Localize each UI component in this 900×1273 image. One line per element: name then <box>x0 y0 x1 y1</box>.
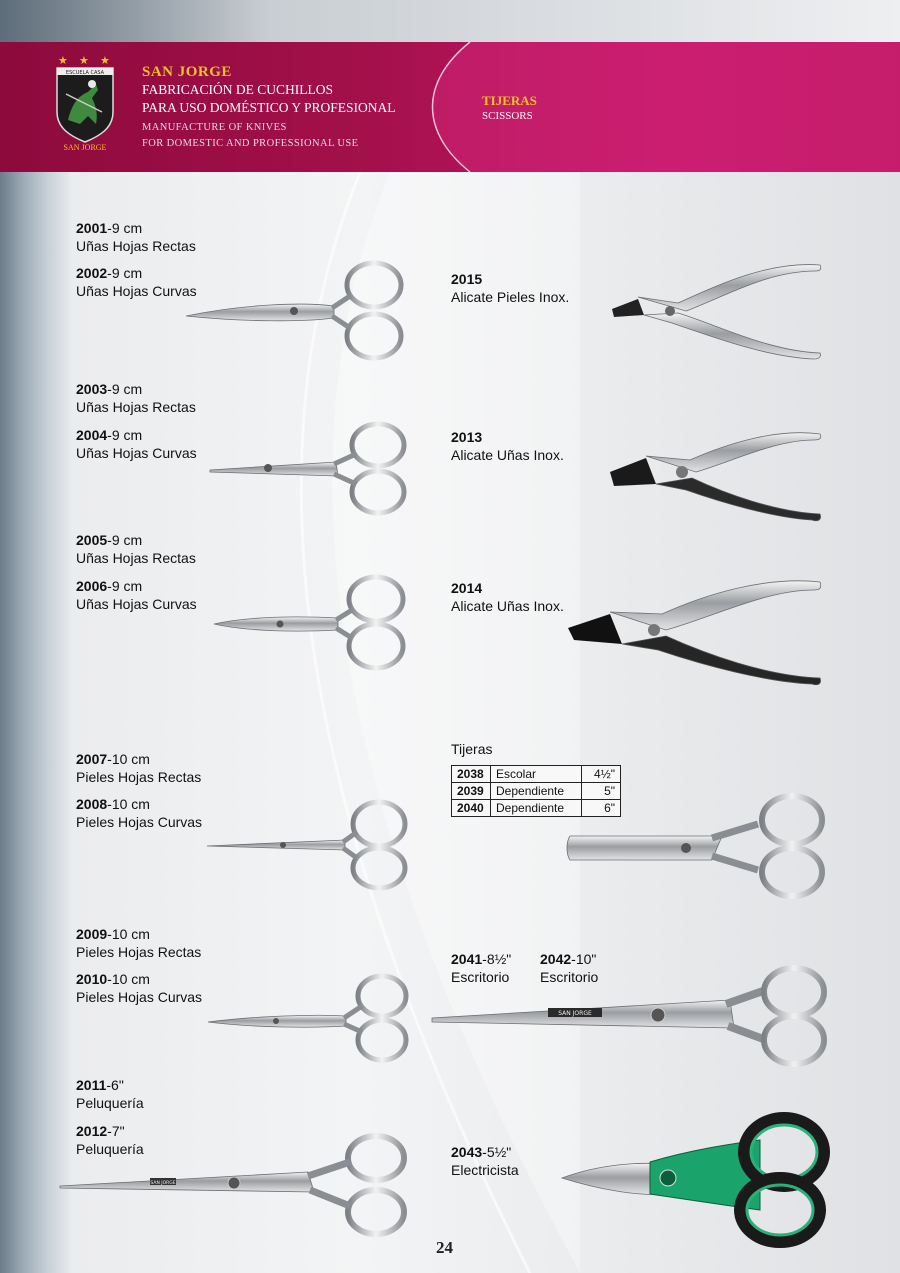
svg-text:SAN JORGE: SAN JORGE <box>558 1010 592 1017</box>
brand-line-2: PARA USO DOMÉSTICO Y PROFESIONAL <box>142 100 396 115</box>
product-label-2007: 2007-10 cm Pieles Hojas Rectas <box>76 751 202 785</box>
table-cell-code: 2039 <box>452 783 491 800</box>
product-label-2012: 2012-7" Peluquería <box>76 1123 144 1157</box>
table-cell-desc: Dependiente <box>491 800 582 817</box>
product-label-2002: 2002-9 cm Uñas Hojas Curvas <box>76 265 197 299</box>
product-label-2015: 2015 Alicate Pieles Inox. <box>451 271 570 305</box>
svg-text:★: ★ <box>100 54 110 67</box>
tijeras-table-title: Tijeras <box>451 741 493 757</box>
hair-scissors-image <box>58 1130 410 1240</box>
table-row <box>452 766 621 783</box>
product-label-2043: 2043-5½" Electricista <box>451 1144 519 1178</box>
svg-text:SAN JORGE: SAN JORGE <box>63 143 107 152</box>
product-label-2003: 2003-9 cm Uñas Hojas Rectas <box>76 381 196 415</box>
svg-text:★: ★ <box>79 54 89 67</box>
product-label-2004: 2004-9 cm Uñas Hojas Curvas <box>76 427 197 461</box>
electrician-scissors-image <box>560 1110 832 1250</box>
nail-scissors-image <box>210 572 410 672</box>
svg-text:★: ★ <box>58 54 68 67</box>
nail-scissors-curved-image <box>184 258 409 363</box>
brand-name: SAN JORGE <box>142 64 232 80</box>
cuticle-nipper-image <box>608 255 826 363</box>
svg-text:ESCUELA CASA: ESCUELA CASA <box>65 70 105 76</box>
table-cell-code: 2038 <box>452 766 491 783</box>
nail-nipper-large-image <box>566 574 826 692</box>
table-cell-desc: Dependiente <box>491 783 582 800</box>
product-label-2010: 2010-10 cm Pieles Hojas Curvas <box>76 971 203 1005</box>
product-label-2008: 2008-10 cm Pieles Hojas Curvas <box>76 796 203 830</box>
product-label-2014: 2014 Alicate Uñas Inox. <box>451 580 564 614</box>
product-label-2005: 2005-9 cm Uñas Hojas Rectas <box>76 532 196 566</box>
product-label-2006: 2006-9 cm Uñas Hojas Curvas <box>76 578 197 612</box>
left-decorative-strip <box>0 0 70 1273</box>
table-cell-size: 6" <box>582 800 621 817</box>
table-cell-code: 2040 <box>452 800 491 817</box>
product-label-2013: 2013 Alicate Uñas Inox. <box>451 429 564 463</box>
san-jorge-logo <box>52 54 118 154</box>
product-label-2001: 2001-9 cm Uñas Hojas Rectas <box>76 220 196 254</box>
nail-scissors-straight-image <box>206 420 411 520</box>
nail-nipper-image <box>606 424 826 524</box>
svg-text:SAN JORGE: SAN JORGE <box>150 1181 176 1186</box>
page-number: 24 <box>436 1238 453 1257</box>
table-cell-size: 5" <box>582 783 621 800</box>
product-label-2041: 2041-8½" Escritorio <box>451 951 512 985</box>
brand-line-4: FOR DOMESTIC AND PROFESSIONAL USE <box>142 138 359 149</box>
cuticle-scissors-curved-image <box>206 970 411 1068</box>
header-top-band <box>0 0 900 42</box>
product-label-2042: 2042-10" Escritorio <box>540 951 599 985</box>
shop-scissors-image <box>562 790 830 900</box>
brand-line-1: FABRICACIÓN DE CUCHILLOS <box>142 82 334 97</box>
office-scissors-image <box>430 962 830 1068</box>
section-subtitle: SCISSORS <box>482 110 533 122</box>
table-cell-desc: Escolar <box>491 766 582 783</box>
product-label-2009: 2009-10 cm Pieles Hojas Rectas <box>76 926 202 960</box>
table-cell-size: 4½" <box>582 766 621 783</box>
brand-line-3: MANUFACTURE OF KNIVES <box>142 122 287 133</box>
section-title: TIJERAS <box>482 93 537 108</box>
product-label-2011: 2011-6" Peluquería <box>76 1077 144 1111</box>
cuticle-scissors-image <box>205 796 410 896</box>
